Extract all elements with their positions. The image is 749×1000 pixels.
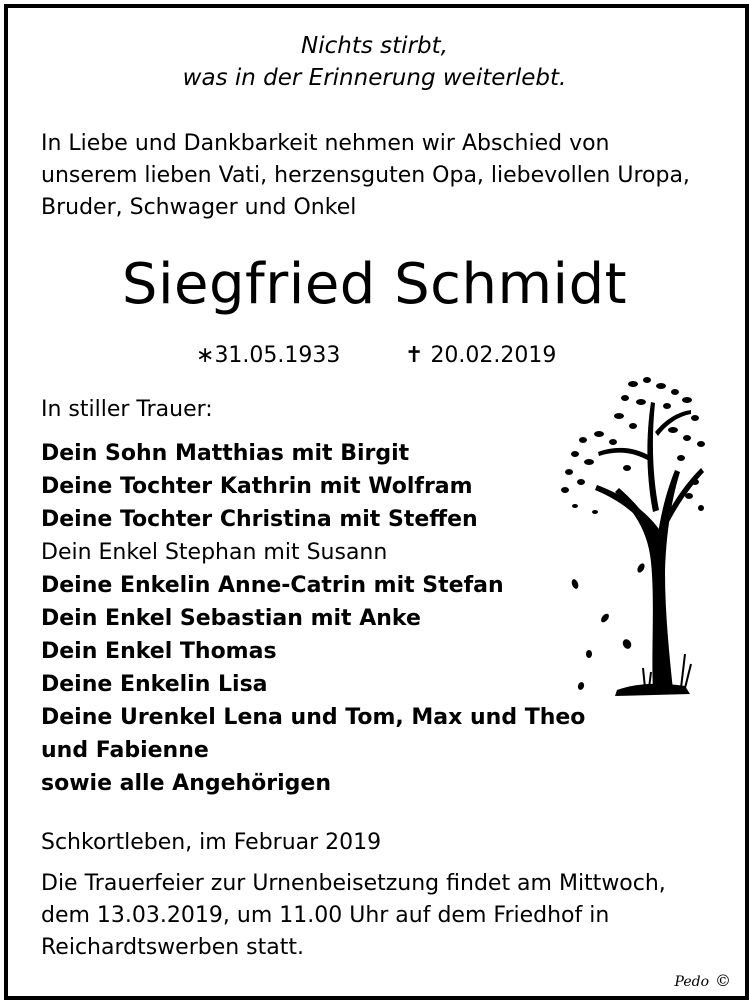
designer-credit bbox=[675, 971, 731, 990]
ceremony-line-3: Reichardtswerben statt. bbox=[41, 935, 305, 960]
death-info bbox=[405, 342, 556, 370]
birth-star-icon: ∗ bbox=[196, 343, 215, 368]
intro-line-1: In Liebe und Dankbarkeit nehmen wir Abschied von bbox=[41, 131, 610, 156]
list-item: Dein Enkel Stephan mit Susann bbox=[41, 540, 388, 565]
list-item: Deine Tochter Christina mit Steffen bbox=[41, 507, 478, 532]
tree-icon bbox=[555, 372, 705, 702]
list-item: und Fabienne bbox=[41, 738, 209, 763]
birth-info bbox=[196, 342, 340, 370]
memorial-quote bbox=[0, 30, 749, 94]
mourners-list bbox=[41, 437, 601, 800]
signature: Pedo bbox=[674, 974, 709, 990]
death-date: 20.02.2019 bbox=[430, 343, 557, 368]
list-item: Deine Urenkel Lena und Tom, Max und Theo bbox=[41, 705, 586, 730]
list-item: Dein Enkel Sebastian mit Anke bbox=[41, 606, 421, 631]
ceremony-line-1: Die Trauerfeier zur Urnenbeisetzung findet am Mittwoch, bbox=[41, 871, 666, 896]
copyright-icon: © bbox=[715, 971, 731, 990]
list-item: sowie alle Angehörigen bbox=[41, 771, 332, 796]
quote-line-2: was in der Erinnerung weiterlebt. bbox=[182, 65, 567, 91]
list-item: Deine Tochter Kathrin mit Wolfram bbox=[41, 474, 473, 499]
ceremony-info bbox=[41, 868, 731, 964]
list-item: Dein Enkel Thomas bbox=[41, 639, 277, 664]
list-item: Dein Sohn Matthias mit Birgit bbox=[41, 441, 410, 466]
ceremony-line-2: dem 13.03.2019, um 11.00 Uhr auf dem Friedhof in bbox=[41, 903, 610, 928]
intro-line-2: unserem lieben Vati, herzensguten Opa, liebevollen Uropa, bbox=[41, 163, 690, 188]
cross-icon: ✝ bbox=[405, 343, 424, 368]
place-date: Schkortleben, im Februar 2019 bbox=[41, 830, 382, 855]
birth-date: 31.05.1933 bbox=[214, 343, 341, 368]
intro-text bbox=[41, 128, 731, 224]
deceased-name: Siegfried Schmidt bbox=[121, 252, 628, 317]
quote-line-1: Nichts stirbt, bbox=[301, 33, 448, 59]
list-item: Deine Enkelin Anne-Catrin mit Stefan bbox=[41, 573, 504, 598]
list-item: Deine Enkelin Lisa bbox=[41, 672, 268, 697]
mourning-label: In stiller Trauer: bbox=[41, 397, 213, 422]
intro-line-3: Bruder, Schwager und Onkel bbox=[41, 195, 357, 220]
